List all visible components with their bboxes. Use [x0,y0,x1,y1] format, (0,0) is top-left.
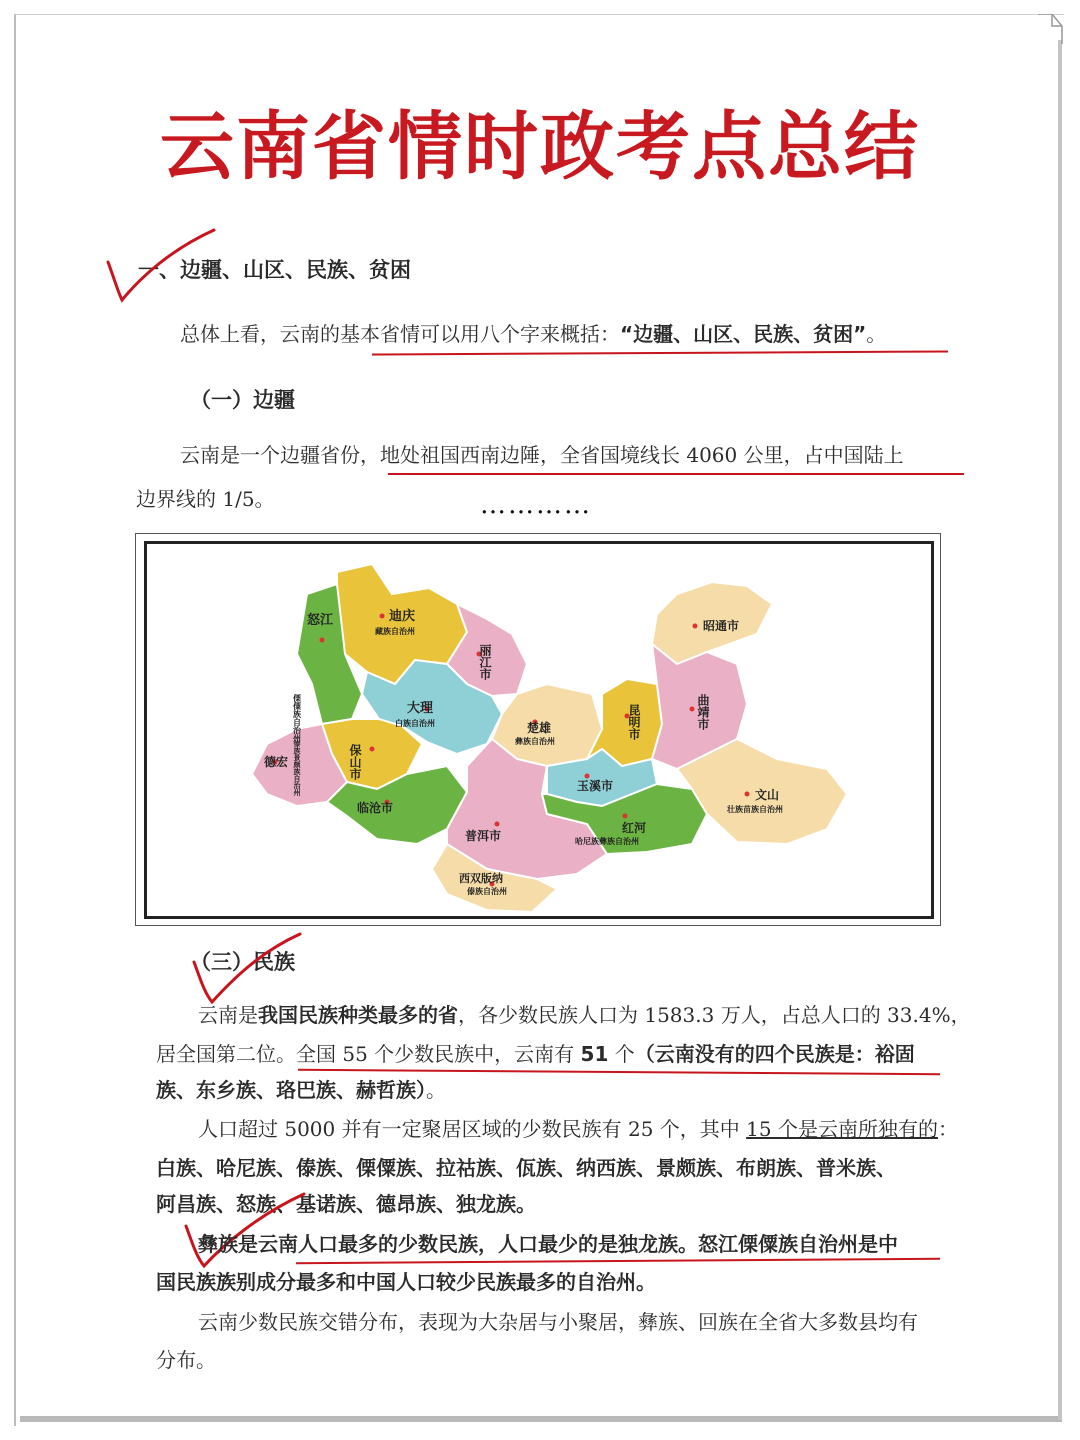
label-diqing-sub: 藏族自治州 [375,627,415,636]
label-diqing: 迪庆 [389,609,416,624]
label-dali-sub: 白族自治州 [395,719,435,728]
sub1-line2: 边界线的 1/5。 [136,487,275,511]
label-wenshan: 文山 [755,788,780,802]
sub3-p3-line1: 彝族是云南人口最多的少数民族，人口最少的是独龙族。怒江傈僳族自治州是中 [198,1232,898,1256]
label-xishuangbanna: 西双版纳 [459,872,503,885]
bold-span: 我国民族种类最多的省 [258,1003,458,1027]
page-title: 云南省情时政考点总结 [160,104,920,190]
label-nujiang-sub: 傈僳族自治州 [292,694,302,742]
check-mark-icon [100,226,220,308]
sub3-p2-line2: 白族、哈尼族、傣族、傈僳族、拉祜族、佤族、纳西族、景颇族、布朗族、普米族、 [156,1156,896,1180]
underline-2 [388,473,964,475]
yunnan-map [135,533,941,926]
text-span: 居全国第二位。全国 55 个少数民族中，云南有 [156,1042,581,1066]
text-span: 人口超过 5000 并有一定聚居区域的少数民族有 25 个，其中 [198,1117,747,1141]
page-shadow-right [1058,40,1062,1420]
sub3-p1-line2 [156,1042,915,1066]
label-wenshan-sub: 壮族苗族自治州 [727,805,783,814]
sub3-p2-line1 [198,1117,958,1141]
sub3-p3-line2: 国民族族别成分最多和中国人口较少民族最多的自治州。 [156,1270,656,1294]
text-span: 云南是 [198,1003,258,1027]
sub3-p1-line1 [198,1003,971,1027]
label-nujiang: 怒江 [307,613,334,628]
label-zhaotong: 昭通市 [703,619,740,633]
label-honghe: 红河 [622,821,647,835]
page-shadow-bottom [20,1416,1062,1422]
bold-span: 51 [580,1042,609,1066]
label-chuxiong-sub: 彝族自治州 [515,737,555,746]
label-honghe-sub: 哈尼族彝族自治州 [575,837,639,846]
sub3-heading: （三）民族 [190,950,295,974]
sub3-p1-line3 [156,1078,446,1102]
sub1-heading: （一）边疆 [190,388,295,412]
label-lijiang: 丽江市 [478,644,492,680]
check-mark-icon [190,930,305,1010]
bold-span: 族、东乡族、珞巴族、赫哲族） [156,1078,426,1102]
text-span: ： [937,1117,958,1141]
text-span: ，各少数民族人口为 1583.3 万人，占总人口的 33.4%， [458,1003,971,1027]
label-lincang: 临沧市 [357,801,394,815]
label-chuxiong: 楚雄 [527,721,552,735]
map-svg [147,544,931,916]
sub1-line1: 云南是一个边疆省份，地处祖国西南边陲，全省国境线长 4060 公里，占中国陆上 [180,443,904,467]
bold-span: （云南没有的四个民族是：裕固 [634,1042,915,1066]
label-yuxi: 玉溪市 [577,779,614,793]
section1-intro-text: 总体上看，云南的基本省情可以用八个字来概括： [180,322,620,346]
sub3-p4-line2: 分布。 [156,1348,216,1372]
label-kunming: 昆明市 [627,704,641,740]
label-xishuangbanna-sub: 傣族自治州 [467,887,507,896]
section1-intro-keywords: “边疆、山区、民族、贫困” [620,322,867,346]
text-span: 个 [608,1042,635,1066]
label-baoshan: 保山市 [348,744,362,780]
section1-heading: 一、边疆、山区、民族、贫困 [138,258,411,282]
map-frame [144,541,934,919]
label-dali: 大理 [407,701,434,716]
section1-intro [180,322,886,346]
label-dehong-sub: 傣族景颇族自治州 [293,740,301,796]
ellipsis: ………… [480,490,592,520]
sub3-p2-line3: 阿昌族、怒族、基诺族、德昂族、独龙族。 [156,1192,536,1216]
label-qujing: 曲靖市 [696,694,710,730]
underlined-span: 15 个是云南所独有的 [746,1117,938,1141]
text-span: 。 [426,1078,446,1102]
sub3-p4-line1: 云南少数民族交错分布，表现为大杂居与小聚居，彝族、回族在全省大多数县均有 [198,1310,918,1334]
label-dehong: 德宏 [264,755,289,769]
section1-intro-end: 。 [866,322,887,346]
label-puer: 普洱市 [465,829,502,843]
page-corner-fold-icon [1038,14,1064,44]
